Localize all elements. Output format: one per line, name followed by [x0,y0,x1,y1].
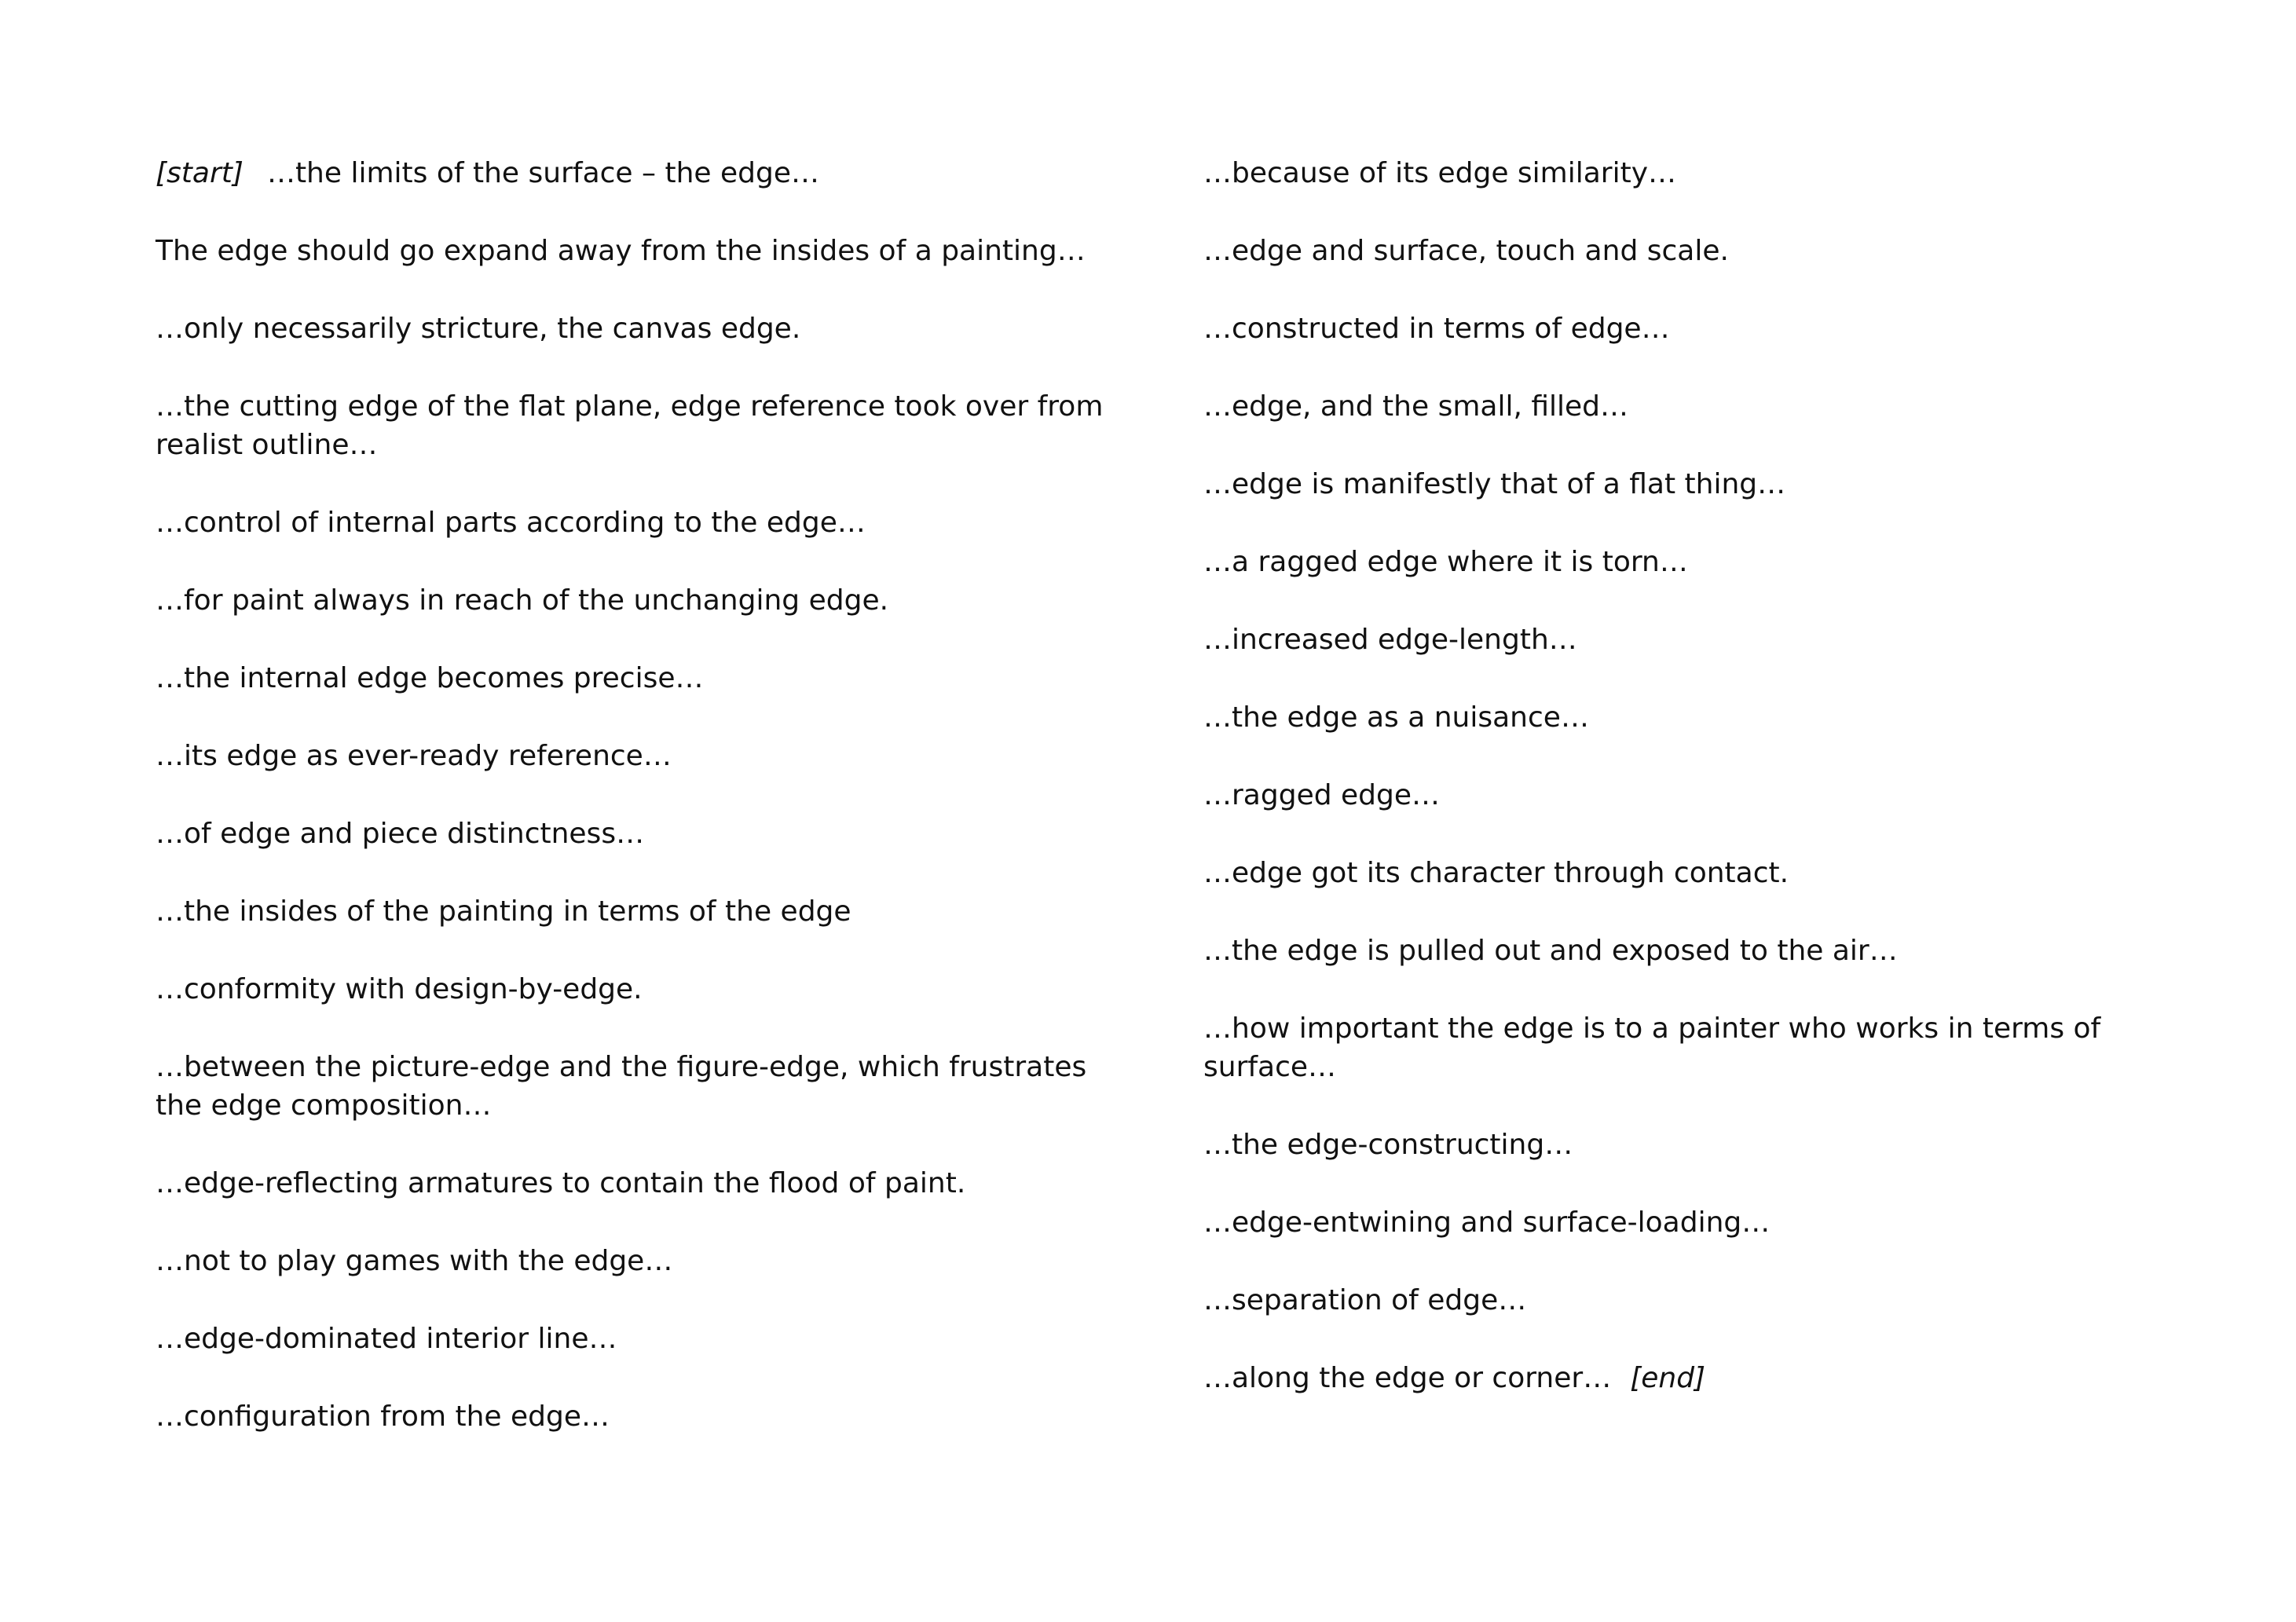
text-line: The edge should go expand away from the insides of a painting… [156,235,1086,267]
text-line: …the internal edge becomes precise… [156,662,704,694]
text-line: …a ragged edge where it is torn… [1203,546,1688,578]
text-line: …ragged edge… [1203,779,1441,811]
text-line: …edge and surface, touch and scale. [1203,235,1729,267]
text-line: …control of internal parts according to the edge… [156,507,866,539]
line-text: …along the edge or corner… [1203,1362,1612,1394]
text-line: …increased edge-length… [1203,624,1577,656]
text-line: …the insides of the painting in terms of the edge [156,895,851,928]
text-line [156,154,1122,192]
left-column [156,154,1122,1475]
text-line: …the edge-constructing… [1203,1129,1573,1161]
text-line: …conformity with design-by-edge. [156,973,643,1005]
start-marker: [start] [156,157,244,189]
text-line: …for paint always in reach of the unchanging edge. [156,584,889,617]
text-line [1203,1359,2170,1397]
text-line: …edge got its character through contact. [1203,857,1789,889]
text-line: …between the picture-edge and the figure-edge, which frustrates the edge composition… [156,1051,1087,1122]
text-line: …not to play games with the edge… [156,1245,673,1277]
text-line: …separation of edge… [1203,1284,1527,1316]
text-line: …how important the edge is to a painter who works in terms of surface… [1203,1012,2101,1083]
end-marker: [end] [1630,1362,1706,1394]
text-line: …constructed in terms of edge… [1203,313,1670,345]
text-line: …edge-dominated interior line… [156,1323,617,1355]
line-text: …the limits of the surface – the edge… [266,157,819,189]
text-line: …configuration from the edge… [156,1400,610,1433]
text-line: …only necessarily stricture, the canvas edge. [156,313,801,345]
text-line: …because of its edge similarity… [1203,157,1677,189]
text-line: …the edge is pulled out and exposed to the air… [1203,935,1898,967]
text-line: …its edge as ever-ready reference… [156,740,672,772]
text-line: …edge is manifestly that of a flat thing… [1203,468,1786,500]
text-line: …edge, and the small, filled… [1203,390,1629,423]
text-line: …of edge and piece distinctness… [156,818,645,850]
text-line: …the edge as a nuisance… [1203,701,1589,734]
text-line: …edge-reflecting armatures to contain the flood of paint. [156,1167,966,1199]
text-line: …edge-entwining and surface-loading… [1203,1206,1771,1239]
right-column [1203,154,2170,1437]
text-line: …the cutting edge of the flat plane, edge reference took over from realist outline… [156,390,1104,461]
